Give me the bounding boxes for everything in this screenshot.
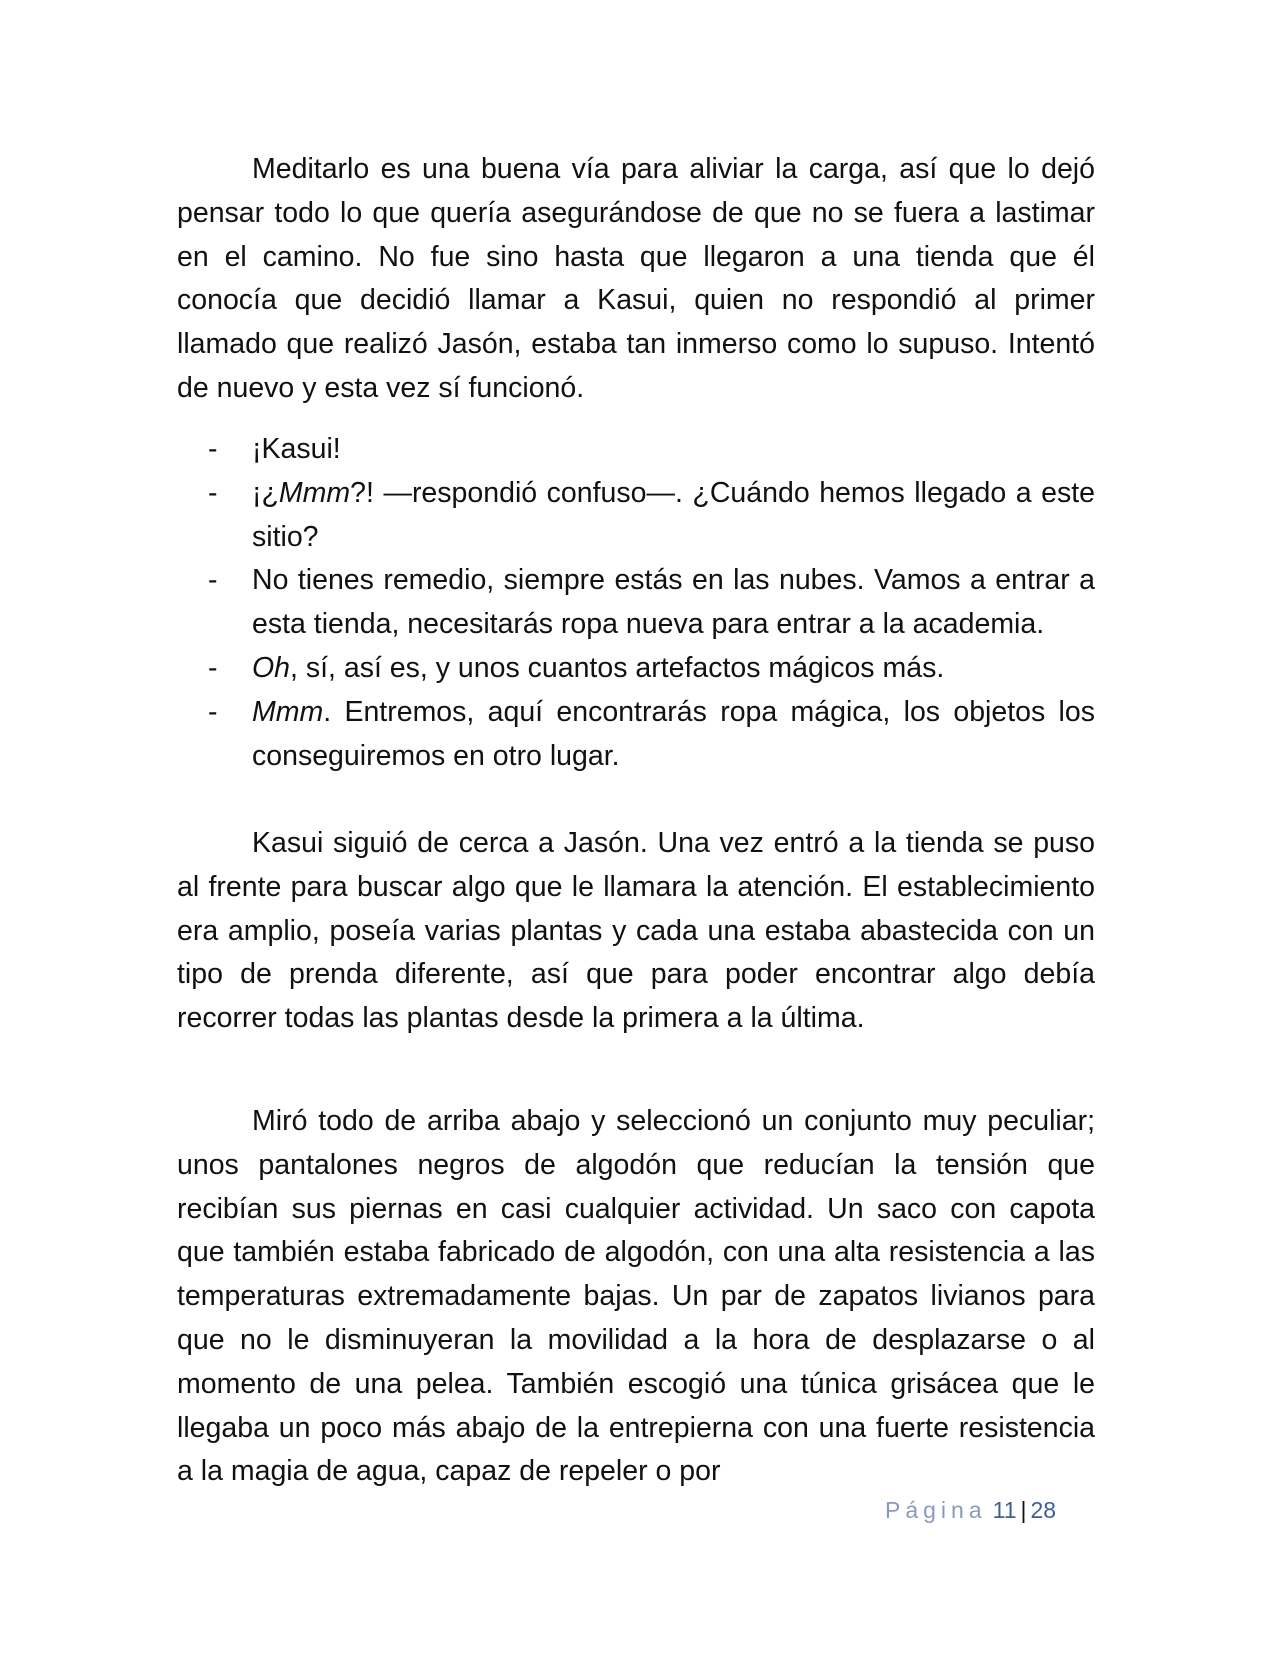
dialogue-dash: -	[208, 651, 218, 684]
page-footer	[885, 1495, 1056, 1525]
page-total: 28	[1030, 1497, 1057, 1523]
page-label: Página	[885, 1497, 987, 1523]
dialogue-line-1	[208, 428, 1095, 472]
dialogue-text: . Entremos, aquí encontrarás ropa mágica, los objetos los conseguiremos en otro lugar.	[252, 695, 1095, 772]
paragraph-3: Miró todo de arriba abajo y seleccionó un conjunto muy peculiar; unos pantalones negros de algodón que reducían la tensión que recibían sus piernas en casi cualquier actividad. Un saco con capota que también estaba fabricado de algodón, con una alta resistencia a las temperaturas extremadamente bajas. Un par de zapatos livianos para que no le disminuyeran la movilidad a la hora de desplazarse o al momento de una pelea. También escogió una túnica grisácea que le llegaba un poco más abajo de la entrepierna con una fuerte resistencia a la magia de agua, capaz de repeler o por	[177, 1105, 1095, 1488]
dialogue-text: ?! —respondió confuso—. ¿Cuándo hemos llegado a este sitio?	[252, 476, 1095, 553]
dialogue-line-3	[208, 559, 1095, 647]
dialogue-text: , sí, así es, y unos cuantos artefactos mágicos más.	[290, 651, 945, 684]
dialogue-italic: Mmm	[252, 695, 324, 728]
dialogue-line-2	[208, 472, 1095, 560]
dialogue-text: ¡¿	[252, 476, 279, 509]
paragraph-2: Kasui siguió de cerca a Jasón. Una vez entró a la tienda se puso al frente para buscar algo que le llamara la atención. El establecimiento era amplio, poseía varias plantas y cada una estaba abastecida con un tipo de prenda diferente, así que para poder encontrar algo debía recorrer todas las plantas desde la primera a la última.	[177, 827, 1095, 1035]
paragraph-1: Meditarlo es una buena vía para aliviar la carga, así que lo dejó pensar todo lo que quería asegurándose de que no se fuera a lastimar en el camino. No fue sino hasta que llegaron a una tienda que él conocía que decidió llamar a Kasui, quien no respondió al primer llamado que realizó Jasón, estaba tan inmerso como lo supuso. Intentó de nuevo y esta vez sí funcionó.	[177, 153, 1095, 404]
dialogue-dash: -	[208, 695, 218, 728]
dialogue-dash: -	[208, 564, 218, 597]
dialogue-dash: -	[208, 433, 218, 465]
dialogue-line-4	[208, 647, 1095, 691]
dialogue-line-5	[208, 691, 1095, 779]
page-separator: |	[1020, 1497, 1027, 1523]
dialogue-italic: Oh	[252, 651, 291, 684]
dialogue-dash: -	[208, 476, 218, 509]
dialogue-text: No tienes remedio, siempre estás en las nubes. Vamos a entrar a esta tienda, necesitarás ropa nueva para entrar a la academia.	[252, 564, 1095, 641]
page-number: 11	[992, 1497, 1017, 1523]
dialogue-list	[208, 428, 1095, 778]
dialogue-text: ¡Kasui!	[252, 433, 341, 465]
dialogue-italic: Mmm	[278, 476, 351, 509]
